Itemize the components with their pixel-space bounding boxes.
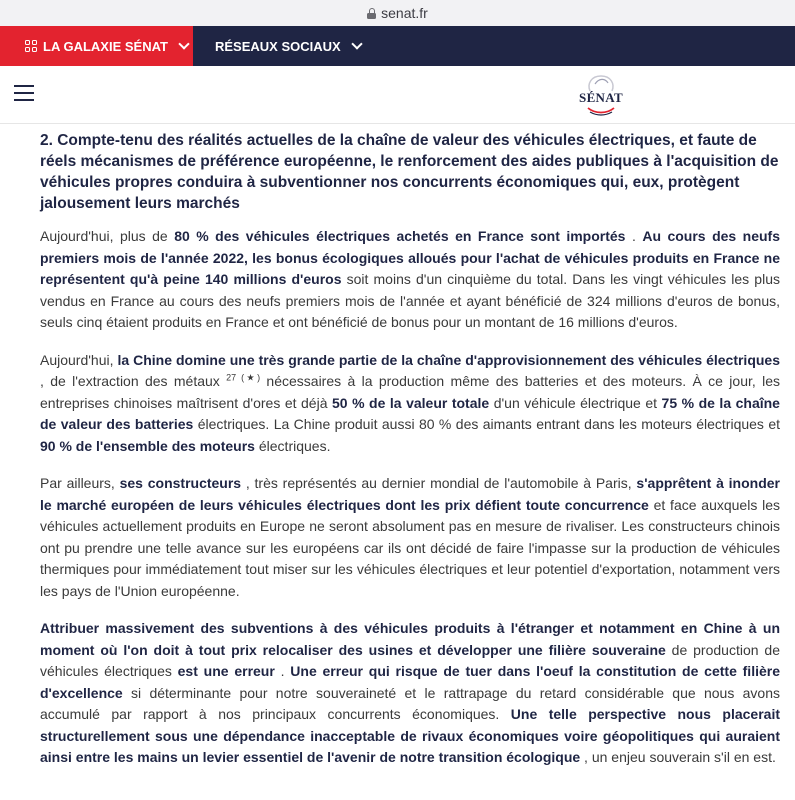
text-run: électriques. La Chine produit aussi 80 % des aimants entrant dans les moteurs électriques et bbox=[193, 416, 781, 432]
text-run: nécessaires à la production même des batteries et des moteurs. À ce jour, les entreprises chinoises maîtrisent d'ores et déjà bbox=[40, 373, 780, 411]
top-navigation-bar bbox=[0, 26, 795, 66]
reseaux-sociaux-menu-button[interactable] bbox=[215, 26, 361, 66]
url-display[interactable] bbox=[0, 5, 795, 21]
url-text: senat.fr bbox=[381, 5, 428, 21]
bold-run: est une erreur bbox=[177, 663, 275, 679]
paragraph-china-supply-chain bbox=[40, 350, 780, 458]
text-run: , de l'extraction des métaux bbox=[40, 373, 227, 389]
logo-text: SÉNAT bbox=[579, 90, 623, 105]
paragraph-imports bbox=[40, 226, 780, 334]
text-run: électriques. bbox=[254, 437, 331, 454]
site-header bbox=[0, 66, 795, 124]
paragraph-chinese-manufacturers bbox=[40, 473, 780, 602]
browser-address-bar[interactable] bbox=[0, 0, 795, 26]
text-run: . bbox=[625, 228, 643, 244]
bold-run: Au cours des neufs premiers mois de l'année 2022, les bonus écologiques alloués pour l'achat de véhicules produits en France ne représentent qu'à peine 140 millions d'euros bbox=[40, 228, 781, 287]
bold-run: s'apprêtent à inonder le marché européen de leurs véhicules électriques dont les prix défient toute concurrence bbox=[40, 475, 780, 513]
chevron-down-icon bbox=[178, 38, 189, 49]
text-run: soit moins d'un cinquième du total. Dans les vingt véhicules les plus vendus en France au cours des neufs premiers mois de l'année et ayant bénéficié de 324 millions d'euros de bonus, seuls cinq étaient produits en France et ont bénéficié de bonus pour un montant de 16 millions d'euros. bbox=[40, 271, 780, 330]
text-run: , un enjeu souverain s'il en est. bbox=[580, 749, 776, 765]
bold-run: 75 % de la chaîne de valeur des batteries bbox=[40, 394, 780, 432]
text-run: Aujourd'hui, plus de bbox=[40, 228, 175, 244]
paragraph-subsidies-error bbox=[40, 618, 780, 769]
galaxie-label: LA GALAXIE SÉNAT bbox=[43, 38, 168, 54]
hamburger-menu-icon[interactable] bbox=[14, 85, 34, 101]
bold-run: Une telle perspective nous placerait structurellement sous une dépendance inacceptable de rivaux économiques voire géopolitiques qui auraient ainsi entre les mains un levier essentiel de l'avenir de notre transition écologique bbox=[40, 706, 781, 765]
section-heading: 2. Compte-tenu des réalités actuelles de la chaîne de valeur des véhicules électriques, et faute de réels mécanismes de préférence européenne, le renforcement des aides publiques à l'acquisition de véhicules propres conduira à subventionner nos concurrents économiques qui, eux, protègent jalousement leurs marchés bbox=[40, 132, 779, 212]
senat-logo[interactable] bbox=[573, 72, 629, 118]
bold-run: ses constructeurs bbox=[119, 475, 242, 491]
galaxie-senat-menu-button[interactable] bbox=[0, 26, 193, 66]
footnote-link[interactable]: 27 (★) bbox=[226, 372, 261, 383]
text-run: Par ailleurs, bbox=[40, 475, 120, 491]
text-run: , très représentés au dernier mondial de l'automobile à Paris, bbox=[241, 475, 637, 491]
text-run: d'un véhicule électrique et bbox=[489, 394, 662, 411]
text-run: et face auxquels les véhicules actuellement produits en Europe ne seront absolument pas en mesure de rivaliser. Les constructeurs chinois ont pu prendre une telle avance sur les européens car ils ont décidé de faire l'impasse sur la production de véhicules thermiques pour immédiatement tout miser sur les véhicules électriques et leur potentiel d'exportation, notamment vers les pays de l'Union européenne. bbox=[40, 496, 780, 599]
article-body bbox=[40, 130, 780, 785]
bold-run: 90 % de l'ensemble des moteurs bbox=[40, 437, 255, 454]
bold-run: Une erreur qui risque de tuer dans l'oeuf la constitution de cette filière d'excellence bbox=[40, 663, 780, 701]
lock-icon bbox=[367, 8, 376, 19]
bold-run: 50 % de la valeur totale bbox=[332, 394, 490, 411]
grid-icon bbox=[25, 40, 37, 52]
text-run: . bbox=[274, 663, 291, 679]
text-run: de production de véhicules électriques bbox=[40, 641, 780, 679]
reseaux-label: RÉSEAUX SOCIAUX bbox=[215, 38, 341, 54]
bold-run: la Chine domine une très grande partie de la chaîne d'approvisionnement des véhicules électriques bbox=[117, 351, 780, 368]
chevron-down-icon bbox=[351, 38, 362, 49]
bold-run: Attribuer massivement des subventions à des véhicules produits à l'étranger et notamment en Chine à un moment où l'on doit à tout prix relocaliser des usines et développer une filière souveraine bbox=[40, 620, 780, 658]
text-run: si déterminante pour notre souveraineté et le rattrapage du retard considérable que nous avons accumulé par rapport à nos principaux concurrents économiques. bbox=[40, 684, 780, 722]
text-run: Aujourd'hui, bbox=[40, 351, 118, 368]
bold-run: 80 % des véhicules électriques achetés en France sont importés bbox=[174, 228, 626, 244]
